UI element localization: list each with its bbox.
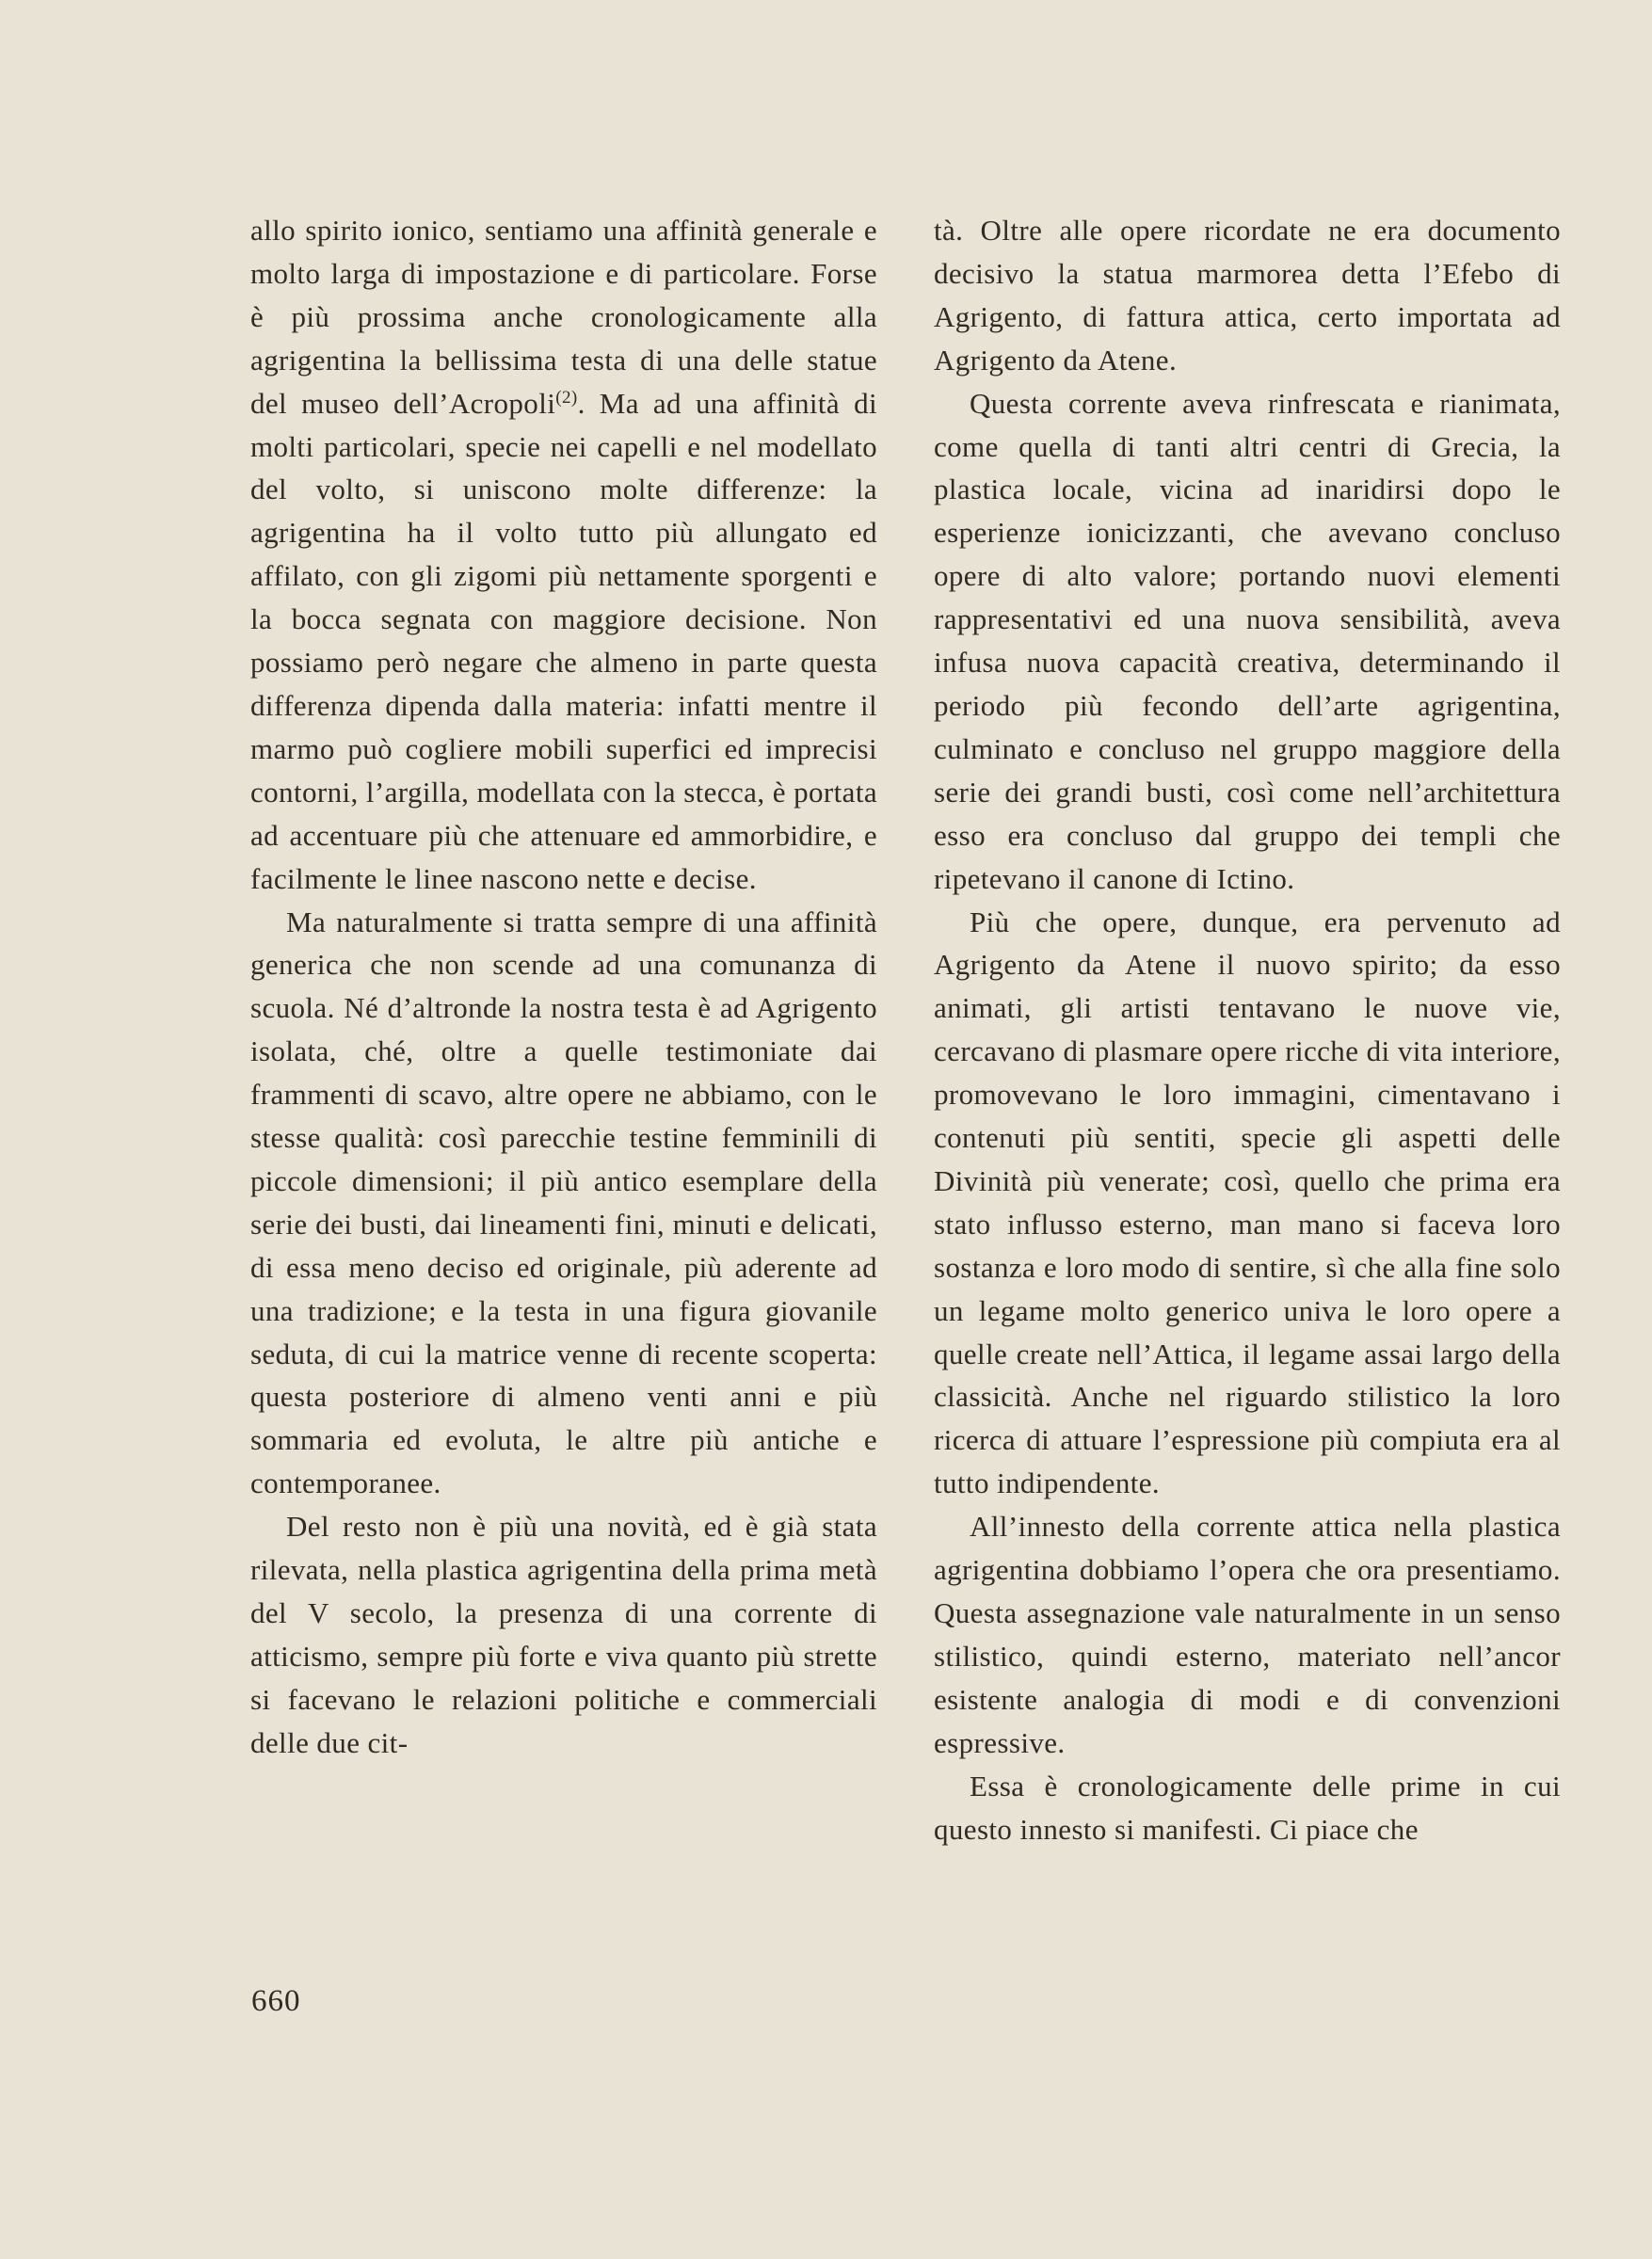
paragraph-text: allo spirito ionico, sentiamo una affinità generale e molto larga di impostazione e di particolare. Forse è più prossima anche cronologicamente alla agrigentina la bellissima testa di una delle statue del museo dell’Acropoli — [250, 214, 877, 420]
paragraph — [250, 209, 877, 901]
page-number: 660 — [251, 1984, 301, 2018]
paragraph-text: . Ma ad una affinità di molti particolari, specie nei capelli e nel modellato del volto, si uniscono molte differenze: la agrigentina ha il volto tutto più allungato ed affilato, con gli zigomi più nettamente sporgenti e la bocca segnata con maggiore decisione. Non possiamo però negare che almeno in parte questa differenza dipenda dalla materia: infatti mentre il marmo può cogliere mobili superfici ed imprecisi contorni, l’argilla, modellata con la stecca, è portata ad accentuare più che attenuare ed ammorbidire, e facilmente le linee nascono nette e decise. — [250, 386, 877, 895]
paragraph: Ma naturalmente si tratta sempre di una affinità generica che non scende ad una comunanza di scuola. Né d’altronde la nostra testa è ad Agrigento isolata, ché, oltre a quelle testimoniate dai frammenti di scavo, altre opere ne abbiamo, con le stesse qualità: così parecchie testine femminili di piccole dimensioni; il più antico esemplare della serie dei busti, dai lineamenti fini, minuti e delicati, di essa meno deciso ed originale, più aderente ad una tradizione; e la testa in una figura giovanile seduta, di cui la matrice venne di recente scoperta: questa posteriore di almeno venti anni e più sommaria ed evoluta, le altre più antiche e contemporanee. — [250, 905, 877, 1500]
paragraph: All’innesto della corrente attica nella plastica agrigentina dobbiamo l’opera che ora presentiamo. Questa assegnazione vale naturalmente in un senso stilistico, quindi esterno, materiato nell’ancor esistente analogia di modi e di convenzioni espressive. — [934, 1510, 1561, 1759]
paragraph: Essa è cronologicamente delle prime in cui questo innesto si manifesti. Ci piace che — [934, 1769, 1561, 1846]
right-text-column — [934, 209, 1561, 1850]
left-text-column — [250, 209, 877, 1765]
paragraph: Del resto non è più una novità, ed è già stata rilevata, nella plastica agrigentina della prima metà del V secolo, la presenza di una corrente di atticismo, sempre più forte e viva quanto più strette si facevano le relazioni politiche e commerciali delle due cit- — [250, 1510, 877, 1759]
paragraph: tà. Oltre alle opere ricordate ne era documento decisivo la statua marmorea detta l’Efebo di Agrigento, di fattura attica, certo importata ad Agrigento da Atene. — [934, 214, 1561, 376]
paragraph: Questa corrente aveva rinfrescata e rianimata, come quella di tanti altri centri di Grecia, la plastica locale, vicina ad inaridirsi dopo le esperienze ionicizzanti, che avevano concluso opere di alto valore; portando nuovi elementi rappresentativi ed una nuova sensibilità, aveva infusa nuova capacità creativa, determinando il periodo più fecondo dell’arte agrigentina, culminato e concluso nel gruppo maggiore della serie dei grandi busti, così come nell’architettura esso era concluso dal gruppo dei templi che ripetevano il canone di Ictino. — [934, 386, 1561, 895]
paragraph: Più che opere, dunque, era pervenuto ad Agrigento da Atene il nuovo spirito; da esso animati, gli artisti tentavano le nuove vie, cercavano di plasmare opere ricche di vita interiore, promovevano le loro immagini, cimentavano i contenuti più sentiti, specie gli aspetti delle Divinità più venerate; così, quello che prima era stato influsso esterno, man mano si faceva loro sostanza e loro modo di sentire, sì che alla fine solo un legame molto generico univa le loro opere a quelle create nell’Attica, il legame assai largo della classicità. Anche nel riguardo stilistico la loro ricerca di attuare l’espressione più compiuta era al tutto indipendente. — [934, 905, 1561, 1500]
footnote-reference: (2) — [555, 387, 578, 408]
